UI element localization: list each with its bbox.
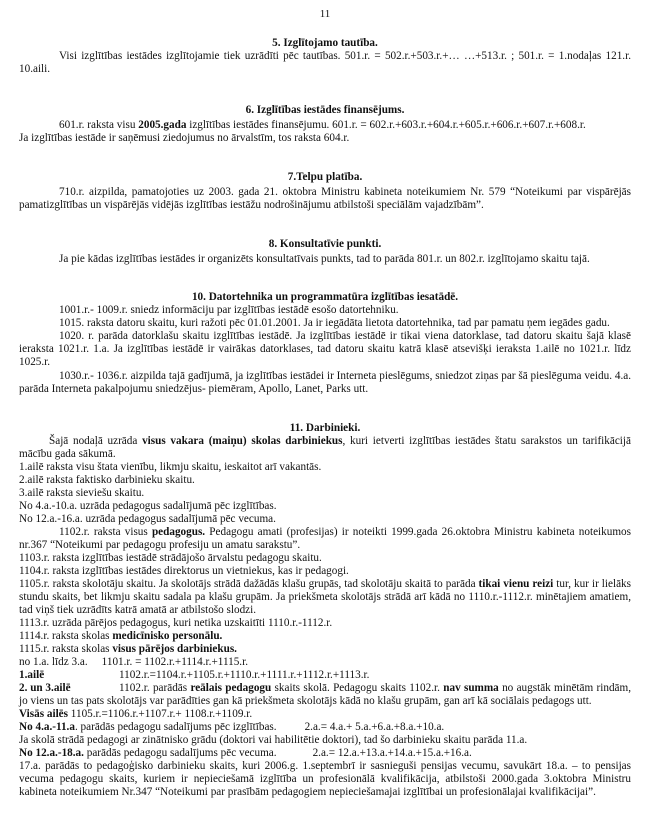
section-6-text-2: Ja izglītības iestāde ir saņēmusi ziedojumus no ārvalstīm, tos raksta 604.r. [19,132,350,144]
section-11-formula-6: No 12.a.-18.a. parādās pedagogu sadalījums pēc vecuma. 2.a.= 12.a.+13.a.+14.a.+15.a.+16.a. [19,747,472,759]
section-7 [19,171,631,212]
section-11-formula-3: 2. un 3.ailē 1102.r. parādās reālais pedagogu skaits skolā. Pedagogu skaits 1102.r. nav summa no augstāk minētām rindām, jo viens un tas pats skolotājs var parādīties gan kā priekšmeta skolotājs kādā no klašu grupām, gan arī kā sociālais pedagogs utt. [19,682,631,707]
section-11-p1105: 1105.r. raksta skolotāju skaitu. Ja skolotājs strādā dažādās klašu grupās, tad skolotāju skaitā to parāda tikai vienu reizi tur, kur ir lielāks stundu skaits, bet likmju skaitu sadala pa klašu grupām. Ja priekšmeta skolotājs strādā arī kādā no 1110.r.-1112.r. minētajiem amatiem, tad viņš tiek uzrādīts katrā amatā ar atbilstošo slodzi. [19,578,631,616]
section-11-formula-5: No 4.a.-11.a. parādās pedagogu sadalījums pēc izglītības. 2.a.= 4.a.+ 5.a.+6.a.+8.a.+10.a. [19,721,445,733]
section-11-line-1114: 1114.r. raksta skolas medicīnisko personālu. [19,630,223,642]
section-7-text: 710.r. aizpilda, pamatojoties uz 2003. gada 21. oktobra Ministru kabineta noteikumiem Nr. 579 “Noteikumi par vispārējās pamatizglītības un vispārējās vidējās izglītības iestāžu nodrošinājumu atbilstoši speciālām vajadzībām”. [19,186,631,211]
section-11-formula-4: Visās ailēs 1105.r.=1106.r.+1107.r.+ 1108.r.+1109.r. [19,708,253,720]
section-5-title: 5. Izglītojamo tautība. [272,37,378,49]
section-5-text: Visi izglītības iestādes izglītojamie tiek uzrādīti pēc tautības. 501.r. = 502.r.+503.r.+… …+513.r. ; 501.r. = 1.nodaļas 121.r. 10.aili. [19,50,631,75]
section-10-p4: 1030.r.- 1036.r. aizpilda tajā gadījumā, ja izglītības iestādei ir Interneta pieslēgums, sniedzot ziņas par šā pieslēguma veidu. 4.a. parāda Interneta pakalpojumu sniedzējus- piemēram, Apollo, Lanet, Parks utt. [19,370,631,395]
section-7-title: 7.Telpu platība. [287,171,363,183]
page-number: 11 [319,8,331,20]
section-11-line-3: 3.ailē raksta sieviešu skaitu. [19,487,145,499]
section-8-title: 8. Konsultatīvie punkti. [268,238,382,250]
section-11-line-1: 1.ailē raksta visu štata vienību, likmju skaitu, ieskaitot arī vakantās. [19,461,322,473]
section-10-p3: 1020. r. parāda datorklašu skaitu izglītības iestādē. Ja izglītības iestādē ir tikai viena datorklase, tad datoru skaitu šajā klasē ieraksta 1021.r. 1.a. Ja izglītības iestādē ir vairākas datorklases, tad datoru skaitu katrā klasē atsevišķi ieraksta 1.ailē no 1021.r. līdz 1025.r. [19,330,631,368]
section-11-line-5: No 12.a.-16.a. uzrāda pedagogus sadalījumā pēc vecuma. [19,513,276,525]
section-11-line-2: 2.ailē raksta faktisko darbinieku skaitu. [19,474,195,486]
section-11 [19,422,631,799]
section-5 [19,37,631,76]
section-11-line-ja: Ja skolā strādā pedagogi ar zinātnisko grādu (doktori vai habilitētie doktori), tad šo darbinieku skaitu parāda 11.a. [19,734,528,746]
section-8-text: Ja pie kādas izglītības iestādes ir organizēts konsultatīvais punkts, tad to parāda 801.r. un 802.r. izglītojamo skaitu tajā. [59,253,590,265]
section-11-line-1103: 1103.r. raksta izglītības iestādē strādājošo ārvalstu pedagogu skaitu. [19,552,322,564]
section-11-p1102: 1102.r. raksta visus pedagogus. Pedagogu amati (profesijas) ir noteikti 1999.gada 26.oktobra Ministru kabineta noteikumos nr.367 “Noteikumi par pedagogu profesiju un amatu sarakstu”. [19,526,631,551]
section-11-formula-2: 1.ailē 1102.r.=1104.r.+1105.r.+1110.r.+1111.r.+1112.r.+1113.r. [19,669,370,681]
section-6-text-1: 601.r. raksta visu 2005.gada izglītības iestādes finansējumu. 601.r. = 602.r.+603.r.+604.r.+605.r.+606.r.+607.r.+608.r. [59,119,586,131]
section-11-intro: Šajā nodaļā uzrāda visus vakara (maiņu) skolas darbiniekus, kuri ietverti izglītības iestādes štatu sarakstos un tarifikācijā mācību gada sākumā. [19,435,631,460]
section-11-title: 11. Darbinieki. [289,422,361,434]
section-11-line-1113: 1113.r. uzrāda pārējos pedagogus, kuri netika uzskaitīti 1110.r.-1112.r. [19,617,333,629]
section-6-title: 6. Izglītības iestādes finansējums. [245,104,405,116]
section-11-p17: 17.a. parādās to pedagoģisko darbinieku skaits, kuri 2006.g. 1.septembrī ir sasnieguši pensijas vecumu, savukārt 18.a. – to pensijas vecuma pedagogu skaits, kuriem ir nepieciešamā izglītība un profesionālā kvalifikācija, atbilstoši 2000.gada 3.oktobra Ministru kabineta noteikumiem Nr.347 “Noteikumi par prasībām pedagogiem nepieciešamajai izglītībai un profesionālajai kvalifikācijai”. [19,760,631,798]
section-6 [19,104,631,145]
section-10 [19,291,631,396]
section-8 [19,238,631,266]
section-10-title: 10. Datortehnika un programmatūra izglītības iesatādē. [191,291,459,303]
section-11-line-1104: 1104.r. raksta izglītības iestādes direktorus un vietniekus, kas ir pedagogi. [19,565,349,577]
section-11-line-1115: 1115.r. raksta skolas visus pārējos darbiniekus. [19,643,237,655]
section-11-line-4: No 4.a.-10.a. uzrāda pedagogus sadalījumā pēc izglītības. [19,500,277,512]
section-10-p2: 1015. raksta datoru skaitu, kuri ražoti pēc 01.01.2001. Ja ir iegādāta lietota datortehnika, tad par pamatu ņem iegādes gadu. [59,317,610,329]
section-10-p1: 1001.r.- 1009.r. sniedz informāciju par izglītības iestādē esošo datortehniku. [59,304,399,316]
section-11-formula-1: no 1.a. līdz 3.a. 1101.r. = 1102.r.+1114.r.+1115.r. [19,656,249,668]
